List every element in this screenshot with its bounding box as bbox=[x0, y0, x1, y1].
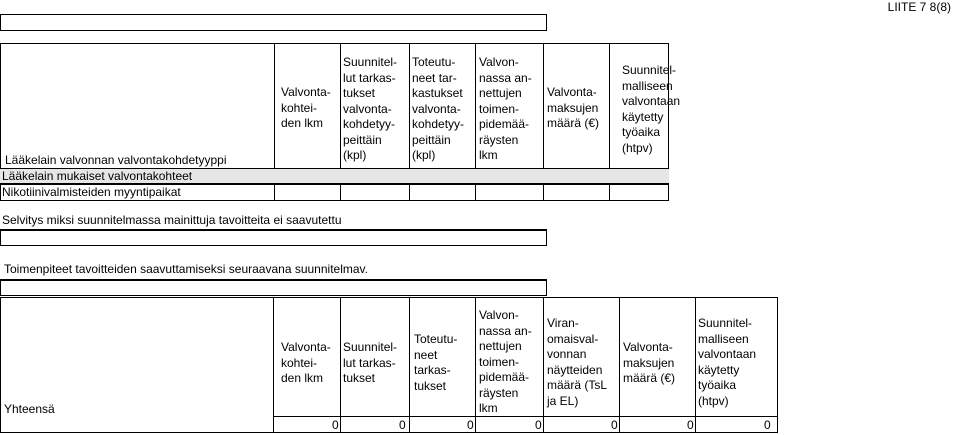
table1-header-3: Valvon- nassa an- nettujen toimen- pidemää- räysten lkm bbox=[479, 55, 532, 162]
explanation-label: Selvitys miksi suunnitelmassa mainittuja tavoitteita ei saavutettu bbox=[2, 213, 342, 227]
total-value: 0 bbox=[687, 418, 694, 432]
total-value: 0 bbox=[467, 418, 474, 432]
table2-header-6: Suunnitel- malliseen valvontaan käytetty työaika (htpv) bbox=[698, 316, 757, 408]
actions-label: Toimenpiteet tavoitteiden saavuttamiseksi seuraavana suunnitelmav. bbox=[4, 262, 368, 276]
total-value: 0 bbox=[535, 418, 542, 432]
table2-header-5: Valvonta- maksujen määrä (€) bbox=[623, 340, 676, 385]
table1-header-5: Suunnitel- malliseen valvontaan käytetty työaika (htpv) bbox=[622, 63, 681, 155]
explanation-input-box[interactable] bbox=[0, 230, 547, 246]
page-label: LIITE 7 8(8) bbox=[887, 0, 951, 14]
top-empty-box bbox=[0, 14, 547, 31]
total-value: 0 bbox=[332, 418, 339, 432]
table1-header-0: Valvonta- kohtei- den lkm bbox=[281, 85, 331, 130]
table1-header-1: Suunnitel- lut tarkas- tukset valvonta- kohdetyy- peittäin (kpl) bbox=[343, 55, 398, 162]
table2-col-divider bbox=[273, 297, 274, 433]
total-value: 0 bbox=[399, 418, 406, 432]
table2-row-label: Yhteensä bbox=[4, 402, 55, 416]
table2-col-divider bbox=[409, 297, 410, 433]
table2-header-1: Suunnitel- lut tarkas- tukset bbox=[343, 340, 398, 385]
table2-header-2: Toteutu- neet tarkas- tukset bbox=[414, 332, 458, 393]
total-value: 0 bbox=[611, 418, 618, 432]
table2-header-3: Valvon- nassa an- nettujen toimen- pidemää- räysten lkm bbox=[479, 308, 532, 415]
table2-col-divider bbox=[619, 297, 620, 433]
table1-subheading: Lääkelain mukaiset valvontakohteet bbox=[2, 169, 193, 183]
table2-col-divider bbox=[340, 297, 341, 433]
actions-input-box[interactable] bbox=[0, 280, 547, 296]
table1-header-2: Toteutu- neet tar- kastukset valvonta- kohdetyy- peittäin (kpl) bbox=[412, 55, 465, 162]
table2-header-0: Valvonta- kohtei- den lkm bbox=[281, 340, 331, 385]
table2-col-divider bbox=[695, 297, 696, 433]
table2-col-divider bbox=[475, 297, 476, 433]
table2-col-divider bbox=[543, 297, 544, 433]
table1-row-title: Lääkelain valvonnan valvontakohdetyyppi bbox=[5, 153, 227, 167]
table1-header-4: Valvonta- maksujen määrä (€) bbox=[547, 85, 600, 130]
table1-item: Nikotiinivalmisteiden myyntipaikat bbox=[2, 185, 181, 199]
table2-header-4: Viran- omaisval- vonnan näytteiden määrä (TsL ja EL) bbox=[547, 316, 608, 408]
total-value: 0 bbox=[764, 418, 771, 432]
